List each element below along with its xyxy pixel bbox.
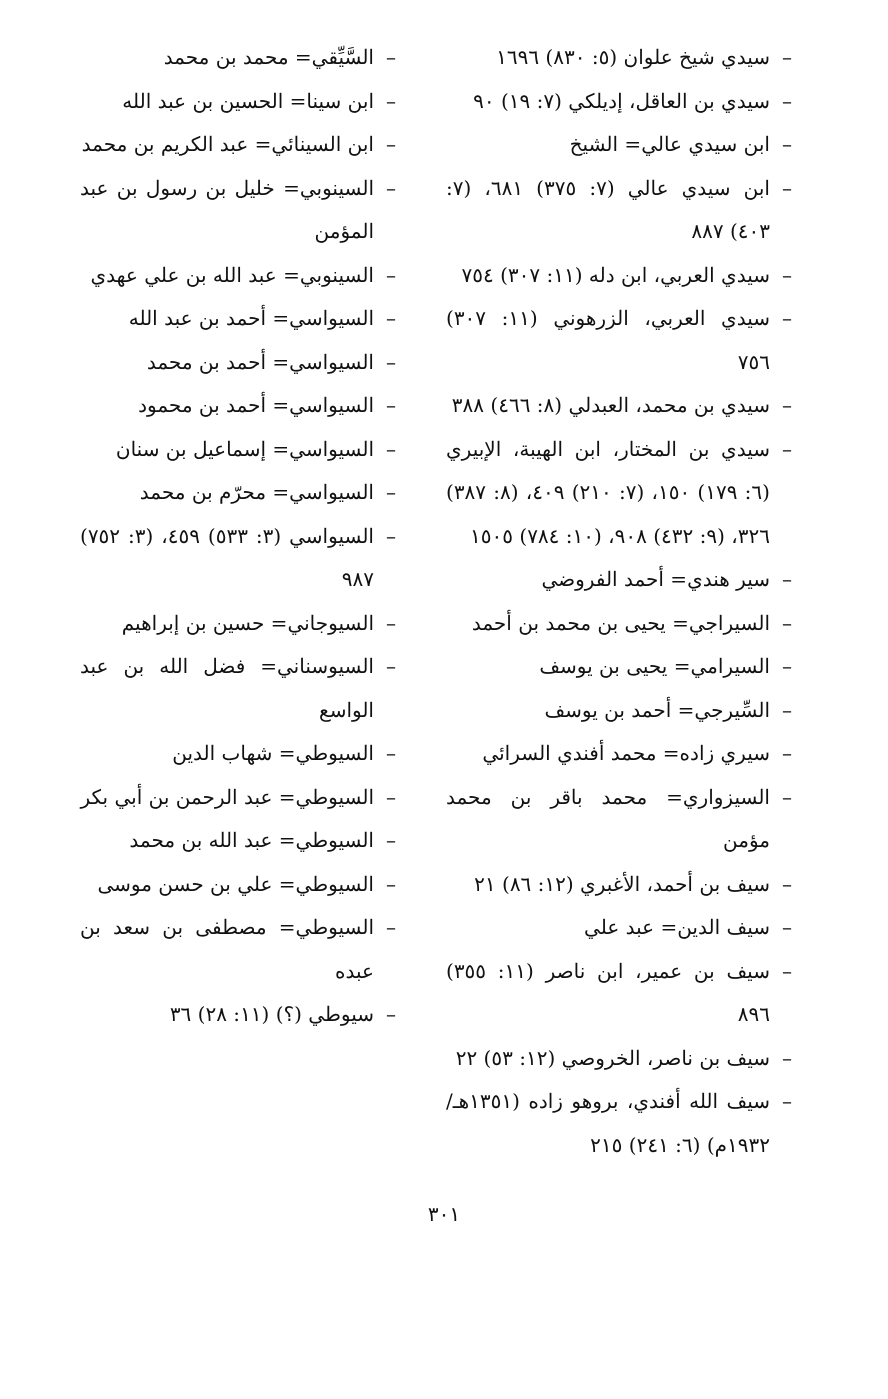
index-entry: – السيوجاني= حسين بن إبراهيم: [80, 602, 396, 646]
index-entry: – السينوبي= خليل بن رسول بن عبد المؤمن: [80, 167, 396, 254]
index-entry: – سيدي العربي، الزرهوني (١١: ٣٠٧) ٧٥٦: [446, 297, 792, 384]
index-entry: – السيوطي= علي بن حسن موسى: [80, 863, 396, 907]
index-entry: – سيدي بن محمد، العبدلي (٨: ٤٦٦) ٣٨٨: [446, 384, 792, 428]
index-entry: – السيزواري= محمد باقر بن محمد مؤمن: [446, 776, 792, 863]
index-entry: – السيواسي= محرّم بن محمد: [80, 471, 396, 515]
index-entry: – سيف الله أفندي، بروهو زاده (١٣٥١هـ/ ١٩٣٢م) (٦: ٢٤١) ٢١٥: [446, 1080, 792, 1167]
index-entry: – سيدي بن المختار، ابن الهيبة، الإبيري (٦: ١٧٩) ١٥٠، (٧: ٢١٠) ٤٠٩، (٨: ٣٨٧) ٣٢٦، (٩: ٤٣٢) ٩٠٨، (١٠: ٧٨٤) ١٥٠٥: [446, 428, 792, 559]
index-entry: – سيوطي (؟) (١١: ٢٨) ٣٦: [80, 993, 396, 1037]
index-entry: – سيري زاده= محمد أفندي السرائي: [446, 732, 792, 776]
index-entry: – السِّيرجي= أحمد بن يوسف: [446, 689, 792, 733]
index-entry: – سيدي العربي، ابن دله (١١: ٣٠٧) ٧٥٤: [446, 254, 792, 298]
index-entry: – سيدي بن العاقل، إديلكي (٧: ١٩) ٩٠: [446, 80, 792, 124]
index-entry: – السيراجي= يحيى بن محمد بن أحمد: [446, 602, 792, 646]
index-entry: – السيوطي= شهاب الدين: [80, 732, 396, 776]
index-entry: – ابن السينائي= عبد الكريم بن محمد: [80, 123, 396, 167]
index-entry: – السيوطي= عبد الرحمن بن أبي بكر: [80, 776, 396, 820]
index-entry: – السيواسي= أحمد بن محمود: [80, 384, 396, 428]
index-entry: – ابن سيدي عالي= الشيخ: [446, 123, 792, 167]
index-entry: – السينوبي= عبد الله بن علي عهدي: [80, 254, 396, 298]
index-entry: – سيف بن ناصر، الخروصي (١٢: ٥٣) ٢٢: [446, 1037, 792, 1081]
index-entry: – السيواسي (٣: ٥٣٣) ٤٥٩، (٣: ٧٥٢) ٩٨٧: [80, 515, 396, 602]
index-entry: – سيف بن عمير، ابن ناصر (١١: ٣٥٥) ٨٩٦: [446, 950, 792, 1037]
index-entry: – سيدي شيخ علوان (٥: ٨٣٠) ١٦٩٦: [446, 36, 792, 80]
index-entry: – ابن سينا= الحسين بن عبد الله: [80, 80, 396, 124]
index-entry: – السيوسناني= فضل الله بن عبد الواسع: [80, 645, 396, 732]
index-entry: – السيواسي= أحمد بن محمد: [80, 341, 396, 385]
index-entry: – سيف بن أحمد، الأغبري (١٢: ٨٦) ٢١: [446, 863, 792, 907]
index-entry: – السيوطي= مصطفى بن سعد بن عبده: [80, 906, 396, 993]
index-entry: – السَّيِّقي= محمد بن محمد: [80, 36, 396, 80]
index-entry: – سير هندي= أحمد الفروضي: [446, 558, 792, 602]
index-column-right: [446, 36, 792, 1167]
index-entry: – السيواسي= إسماعيل بن سنان: [80, 428, 396, 472]
index-entry: – سيف الدين= عبد علي: [446, 906, 792, 950]
index-entry: – السيرامي= يحيى بن يوسف: [446, 645, 792, 689]
index-entry: – ابن سيدي عالي (٧: ٣٧٥) ٦٨١، (٧: ٤٠٣) ٨٨٧: [446, 167, 792, 254]
index-column-left: [80, 36, 396, 1037]
page-number: ٣٠١: [427, 1202, 461, 1226]
index-entry: – السيوطي= عبد الله بن محمد: [80, 819, 396, 863]
index-entry: – السيواسي= أحمد بن عبد الله: [80, 297, 396, 341]
